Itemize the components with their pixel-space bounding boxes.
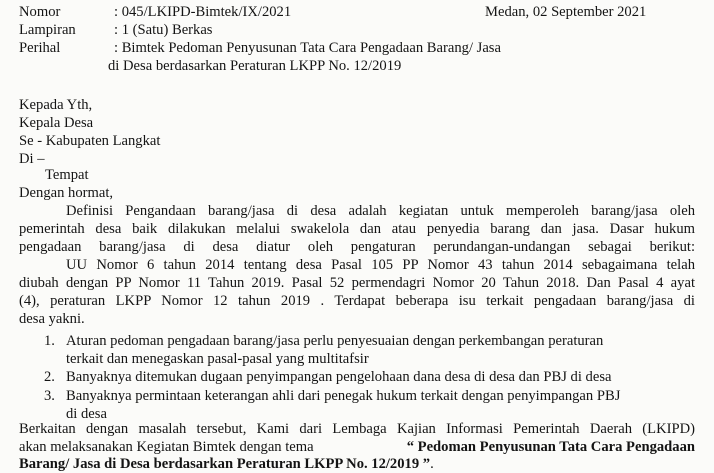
closing-line2 — [19, 438, 695, 456]
perihal-value-line2: di Desa berdasarkan Peraturan LKPP No. 12/2019 — [108, 58, 402, 74]
closing-period: . — [430, 456, 434, 472]
issue-number: 1. — [44, 333, 55, 349]
perihal-value-line1: : Bimtek Pedoman Penyusunan Tata Cara Pengadaan Barang/ Jasa — [114, 40, 501, 56]
issue-3-line2: di desa — [66, 406, 107, 422]
issue-number: 3. — [44, 388, 55, 404]
closing-line1: Berkaitan dengan masalah tersebut, Kami dari Lembaga Kajian Informasi Pemerintah Daerah (LKIPD) — [19, 421, 695, 437]
para2-line1: UU Nomor 6 tahun 2014 tentang desa Pasal 105 PP Nomor 43 tahun 2014 sebagaimana telah — [66, 257, 695, 273]
letter-date: Medan, 02 September 2021 — [485, 4, 647, 20]
recipient-line1: Kepada Yth, — [19, 97, 93, 113]
lampiran-label: Lampiran — [19, 22, 76, 38]
issue-3-line1: Banyaknya permintaan keterangan ahli dari penegak hukum terkait dengan penyimpangan PBJ — [66, 388, 621, 404]
recipient-line4: Di – — [19, 151, 45, 167]
para2-line3: (4), peraturan LKPP Nomor 12 tahun 2019 . Terdapat beberapa isu terkait pengadaan barang/jasa di — [19, 293, 695, 309]
recipient-line3: Se - Kabupaten Langkat — [19, 133, 161, 149]
para2-line4: desa yakni. — [19, 311, 85, 327]
para1-line2: pemerintah desa baik dilakukan melalui swakelola dan atau penyedia barang dan jasa. Dasar hukum — [19, 221, 695, 237]
issue-number: 2. — [44, 369, 55, 385]
recipient-line5: Tempat — [45, 167, 89, 183]
nomor-value: : 045/LKIPD-Bimtek/IX/2021 — [114, 4, 292, 20]
lampiran-value: : 1 (Satu) Berkas — [114, 22, 213, 38]
para1-line3: pengadaan barang/jasa di desa diatur oleh pengaturan perundangan-undangan sebagai berikut: — [19, 239, 695, 255]
closing-theme-part1: “ Pedoman Penyusunan Tata Cara Pengadaan — [406, 439, 695, 455]
para1-line1: Definisi Pengandaan barang/jasa di desa adalah kegiatan untuk memperoleh barang/jasa oleh — [66, 203, 695, 219]
closing-theme-part2: Barang/ Jasa di Desa berdasarkan Peraturan LKPP No. 12/2019 ” — [19, 456, 431, 472]
issue-1-line1: Aturan pedoman pengadaan barang/jasa perlu penyesuaian dengan perkembangan peraturan — [66, 333, 604, 349]
issue-2-line1: Banyaknya ditemukan dugaan penyimpangan pengelohaan dana desa di desa dan PBJ di desa — [66, 369, 612, 385]
nomor-label: Nomor — [19, 4, 61, 20]
closing-line2-prefix: akan melaksanakan Kegiatan Bimtek dengan tema — [19, 439, 314, 455]
greeting: Dengan hormat, — [19, 185, 114, 201]
recipient-line2: Kepala Desa — [19, 115, 94, 131]
para2-line2: diubah dengan PP Nomor 11 Tahun 2019. Pasal 52 permendagri Nomor 20 Tahun 2018. Dan Pasal 4 ayat — [19, 275, 695, 291]
perihal-label: Perihal — [19, 40, 61, 56]
closing-line3 — [19, 455, 434, 473]
issue-1-line2: terkait dan menegaskan pasal-pasal yang multitafsir — [66, 351, 369, 367]
